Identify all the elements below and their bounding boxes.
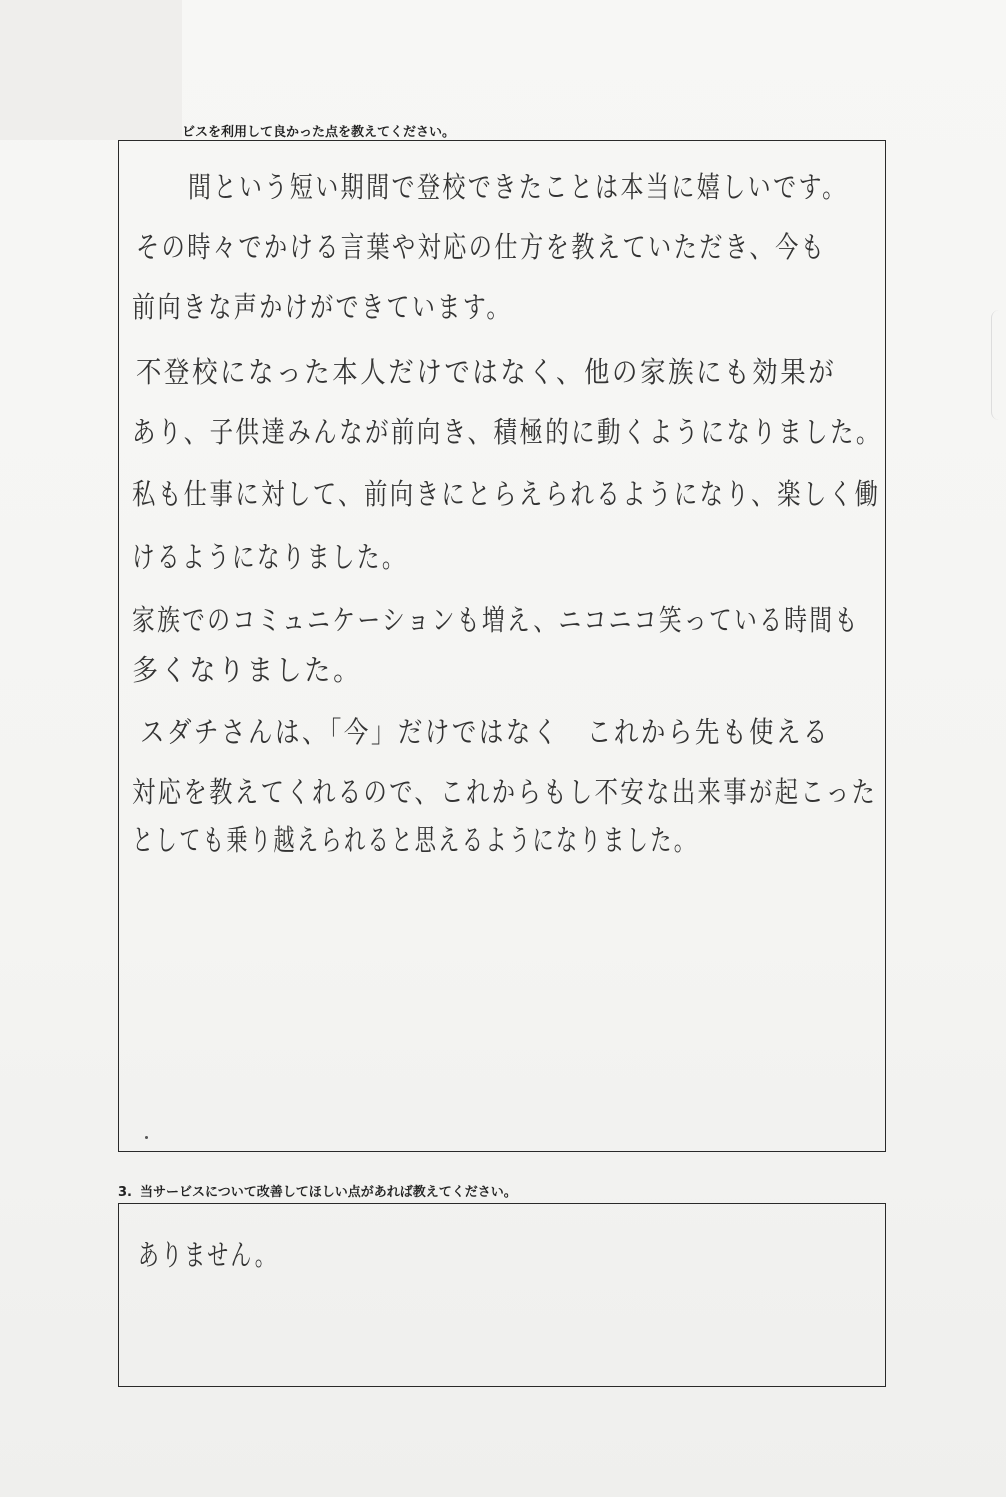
question-3-label [118,1181,517,1200]
answer-2-line-7: けるようになりました。 [132,540,407,574]
answer-2-line-6: 私も仕事に対して、前向きにとらえられるようになり、楽しく働 [132,477,881,511]
redacted-area [0,0,182,140]
answer-2-line-12: としても乗り越えられると思えるようになりました。 [132,823,698,857]
question-3-text: 当サービスについて改善してほしい点があれば教えてください。 [139,1185,517,1200]
answer-2-line-4: 不登校になった本人だけではなく、他の家族にも効果が [136,355,837,389]
answer-2-line-2: その時々でかける言葉や対応の仕方を教えていただき、今も [136,230,827,264]
question-3-number: 3. [118,1185,132,1200]
answer-2-line-5: あり、子供達みんなが前向き、積極的に動くようになりました。 [132,415,882,449]
answer-3-text: ありません。 [138,1238,278,1272]
answer-2-line-11: 対応を教えてくれるので、これからもし不安な出来事が起こった [132,775,878,809]
answer-2-line-1: 間という短い期間で登校できたことは本当に嬉しいです。 [188,170,848,204]
answer-2-line-8: 家族でのコミュニケーションも増え、ニコニコ笑っている時間も [132,603,860,637]
answer-2-line-3: 前向きな声かけができています。 [132,290,512,324]
answer-box-3 [118,1203,886,1387]
stray-mark [145,1136,148,1139]
question-2-label: ビスを利用して良かった点を教えてください。 [182,125,456,140]
answer-2-line-10: スダチさんは、「今」だけではなく これから先も使える [140,715,830,749]
paper-edge [991,310,1006,420]
answer-2-line-9: 多くなりました。 [132,653,362,687]
